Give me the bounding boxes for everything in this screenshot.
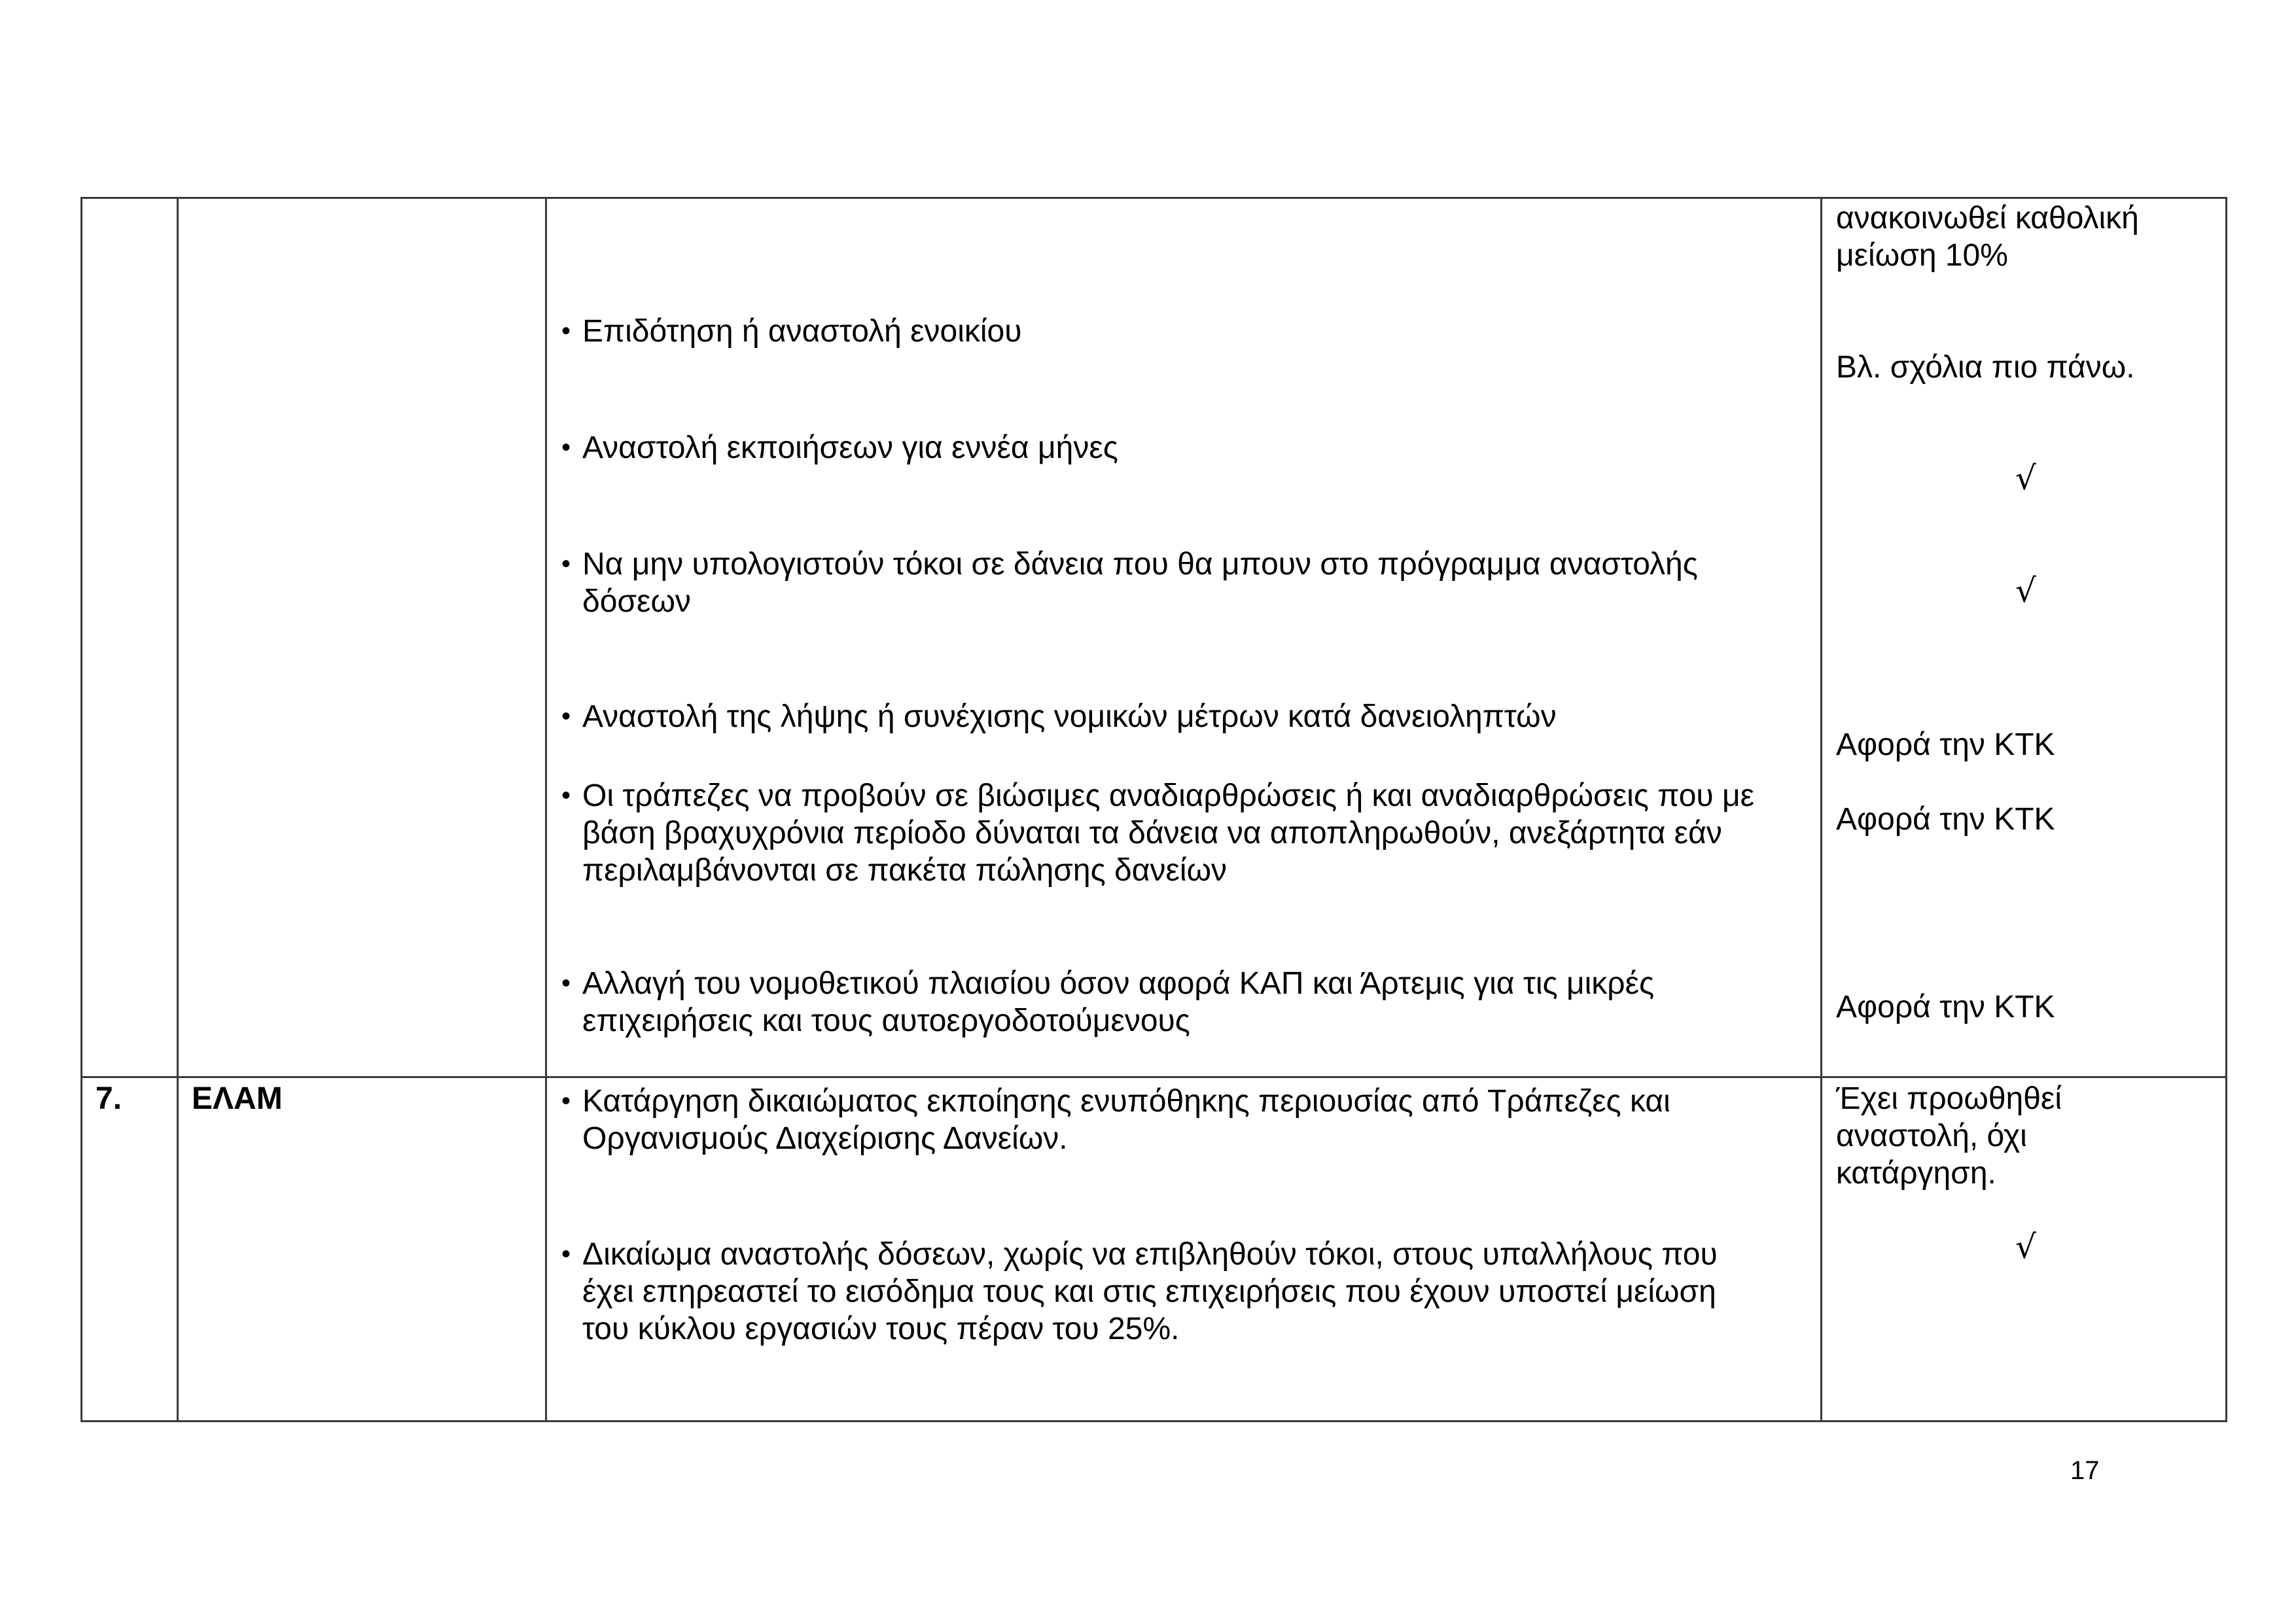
measure-text: βάση βραχυχρόνια περίοδο δύναται τα δάνεια να αποπληρωθούν, ανεξάρτητα εάν xyxy=(582,816,1722,850)
bullet-icon: • xyxy=(561,550,571,578)
table-border-right xyxy=(2225,197,2227,1422)
table-border-bottom xyxy=(80,1420,2227,1422)
measure-text: περιλαμβάνονται σε πακέτα πώλησης δανείων xyxy=(582,853,1227,888)
comment-text: Αφορά την ΚΤΚ xyxy=(1836,727,2055,762)
measure-text: Αναστολή της λήψης ή συνέχισης νομικών μέτρων κατά δανειοληπτών xyxy=(582,699,1557,734)
row-divider xyxy=(80,1076,2227,1078)
comment-text: Αφορά την ΚΤΚ xyxy=(1836,990,2055,1024)
measure-text: Οργανισμούς Διαχείρισης Δανείων. xyxy=(582,1121,1068,1156)
bullet-icon: • xyxy=(561,702,571,731)
bullet-icon: • xyxy=(561,781,571,810)
column-divider xyxy=(177,197,179,1422)
table-border-top xyxy=(80,197,2227,199)
checkmark-icon: √ xyxy=(2015,459,2036,497)
checkmark-icon: √ xyxy=(2015,572,2036,610)
checkmark-icon: √ xyxy=(2015,1228,2036,1266)
comment-text: Έχει προωθηθεί xyxy=(1836,1081,2062,1116)
bullet-icon: • xyxy=(561,433,571,462)
column-divider xyxy=(545,197,547,1422)
page-number: 17 xyxy=(2070,1456,2100,1485)
measure-text: Οι τράπεζες να προβούν σε βιώσιμες αναδιαρθρώσεις ή και αναδιαρθρώσεις που με xyxy=(582,778,1755,813)
comment-text: Αφορά την ΚΤΚ xyxy=(1836,802,2055,837)
comment-text: κατάργηση. xyxy=(1836,1156,1996,1191)
bullet-icon: • xyxy=(561,1240,571,1268)
measure-text: Κατάργηση δικαιώματος εκποίησης ενυπόθηκης περιουσίας από Τράπεζες και xyxy=(582,1084,1670,1119)
measure-text: δόσεων xyxy=(582,584,691,619)
measure-text: Να μην υπολογιστούν τόκοι σε δάνεια που θα μπουν στο πρόγραμμα αναστολής xyxy=(582,547,1698,582)
row-number: 7. xyxy=(96,1081,122,1116)
measure-text: Δικαίωμα αναστολής δόσεων, χωρίς να επιβληθούν τόκοι, στους υπαλλήλους που xyxy=(582,1237,1718,1272)
comment-text: μείωση 10% xyxy=(1836,238,2008,273)
bullet-icon: • xyxy=(561,969,571,998)
party-name: ΕΛΑΜ xyxy=(192,1081,283,1116)
bullet-icon: • xyxy=(561,1087,571,1115)
bullet-icon: • xyxy=(561,317,571,345)
comment-text: αναστολή, όχι xyxy=(1836,1119,2027,1153)
measure-text: του κύκλου εργασιών τους πέραν του 25%. xyxy=(582,1312,1180,1346)
measure-text: έχει επηρεαστεί το εισόδημα τους και στις επιχειρήσεις που έχουν υποστεί μείωση xyxy=(582,1274,1716,1309)
measure-text: Αναστολή εκποιήσεων για εννέα μήνες xyxy=(582,430,1118,465)
comment-text: Βλ. σχόλια πιο πάνω. xyxy=(1836,350,2135,385)
column-divider xyxy=(1820,197,1822,1422)
table-border-left xyxy=(80,197,82,1422)
measure-text: επιχειρήσεις και τους αυτοεργοδοτούμενους xyxy=(582,1003,1190,1038)
comment-text: ανακοινωθεί καθολική xyxy=(1836,201,2139,236)
measure-text: Αλλαγή του νομοθετικού πλαισίου όσον αφορά ΚΑΠ και Άρτεμις για τις μικρές xyxy=(582,966,1655,1001)
measure-text: Επιδότηση ή αναστολή ενοικίου xyxy=(582,314,1022,349)
